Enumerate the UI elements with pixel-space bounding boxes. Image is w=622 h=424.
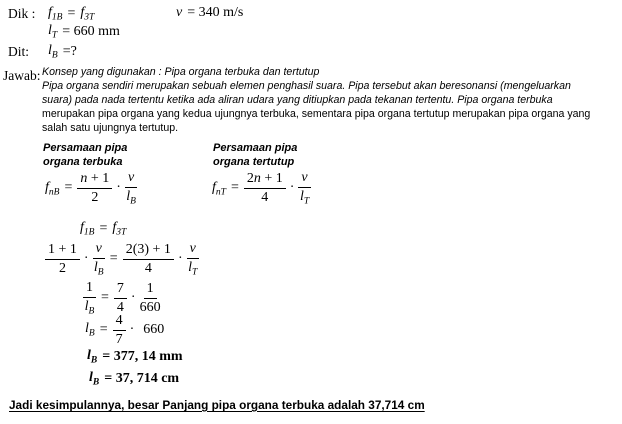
- variable-lT: [48, 23, 57, 41]
- equals-sign: =: [67, 5, 76, 21]
- fraction: [298, 170, 310, 207]
- variable-f3T: [80, 5, 94, 23]
- open-pipe-formula: [45, 170, 137, 207]
- fraction-denominator: 660: [139, 299, 161, 315]
- subscript: B: [88, 328, 95, 339]
- variable: l: [48, 23, 52, 38]
- multiplication-dot: ·: [130, 290, 136, 306]
- fraction: [187, 241, 199, 278]
- value-text: = 660 mm: [62, 23, 120, 39]
- fraction: [45, 242, 80, 276]
- multiplication-dot: ·: [83, 251, 89, 267]
- multiplication-dot: ·: [116, 180, 121, 196]
- variable: l: [84, 298, 89, 314]
- fraction: [244, 171, 286, 205]
- variable: v: [176, 5, 183, 20]
- subscript: 1B: [51, 12, 63, 23]
- subscript: 3T: [116, 227, 127, 238]
- question-mark: =?: [62, 43, 77, 59]
- fraction-numerator: [244, 171, 286, 189]
- variable: l: [188, 259, 193, 275]
- result-value: = 37, 714 cm: [104, 370, 180, 386]
- dik-label: Dik :: [8, 6, 36, 21]
- result-value: = 377, 14 mm: [102, 348, 183, 364]
- fraction-denominator: 4: [261, 189, 269, 205]
- numerator-pre: 2: [246, 171, 254, 187]
- fraction-denominator: 4: [116, 299, 124, 315]
- variable-lB: [48, 43, 58, 61]
- variable-v: [176, 5, 182, 21]
- variable-lB: [87, 348, 97, 366]
- fraction-numerator: 1: [83, 280, 96, 298]
- variable: v: [95, 241, 102, 256]
- subscript: T: [51, 30, 58, 41]
- subscript: T: [303, 196, 310, 207]
- subscript: 3T: [84, 12, 95, 23]
- fraction: [113, 313, 126, 347]
- variable-lB: [89, 370, 99, 388]
- variable-fnB: [45, 180, 59, 198]
- subscript: 1B: [83, 227, 95, 238]
- fraction: [77, 171, 112, 205]
- numerator-rest: + 1: [260, 171, 283, 187]
- explanation-line-1: Pipa organa sendiri merupakan sebuah elemen penghasil suara. Pipa tersebut akan beresonansi (mengeluarkan: [42, 79, 571, 92]
- fraction-denominator: [300, 188, 309, 207]
- fraction-numerator: 7: [114, 281, 127, 299]
- open-pipe-title-line1: Persamaan pipa: [43, 142, 128, 154]
- variable-lB: [85, 321, 95, 339]
- subscript: B: [97, 267, 104, 278]
- step-inverse: [83, 280, 161, 317]
- variable-fnT: [212, 180, 226, 198]
- equals-sign: =: [99, 322, 108, 338]
- subscript: B: [130, 196, 136, 207]
- equals-sign: =: [230, 180, 239, 196]
- step-equality: [80, 220, 126, 238]
- dik-frequency-equation: [48, 5, 94, 23]
- fraction: [114, 281, 127, 315]
- fraction-numerator: 1 + 1: [45, 242, 80, 260]
- fraction-numerator: [298, 170, 310, 188]
- jawab-text: [42, 66, 590, 136]
- equals-sign: =: [99, 220, 108, 236]
- fraction-denominator: 4: [144, 260, 152, 276]
- variable: f: [80, 220, 84, 235]
- explanation-line-2: suara) pada nada tertentu ketika ada aliran udara yang ditiupkan pada tekanan tertentu. Pipa organa terbuka: [42, 93, 553, 106]
- variable: f: [45, 179, 49, 195]
- variable: l: [126, 188, 131, 204]
- fraction-numerator: [93, 241, 105, 259]
- explanation-line-4: salah satu ujungnya tertutup.: [42, 121, 179, 134]
- subscript: T: [192, 267, 198, 278]
- result-mm: [87, 348, 183, 366]
- step-solve: [85, 313, 164, 347]
- subscript: B: [51, 50, 58, 61]
- variable: v: [127, 170, 135, 185]
- variable: f: [212, 179, 216, 195]
- multiplication-dot: ·: [289, 180, 295, 196]
- fraction-numerator: [125, 170, 137, 188]
- open-pipe-title-line2: organa terbuka: [43, 156, 123, 168]
- closed-pipe-title-line1: Persamaan pipa: [213, 142, 298, 154]
- variable-f1B: [48, 5, 62, 23]
- variable: l: [93, 259, 98, 275]
- equals-sign: =: [101, 290, 109, 306]
- fraction: [83, 280, 96, 317]
- step-substitution: [45, 241, 199, 278]
- fraction-numerator: 2(3) + 1: [123, 242, 174, 260]
- fraction-denominator: 7: [115, 331, 123, 347]
- dik-speed-value: [176, 5, 243, 21]
- concept-line: Konsep yang digunakan : Pipa organa terbuka dan tertutup: [42, 66, 320, 78]
- fraction-numerator: [77, 171, 112, 189]
- closed-pipe-title-line2: organa tertutup: [213, 156, 295, 168]
- multiplication-dot: ·: [129, 322, 135, 338]
- open-pipe-title: [43, 141, 127, 169]
- fraction: [140, 281, 161, 315]
- subscript: nT: [215, 187, 226, 198]
- variable: f: [80, 5, 85, 20]
- fraction-denominator: 2: [91, 189, 99, 205]
- variable: v: [301, 170, 308, 185]
- variable: f: [112, 220, 117, 235]
- fraction-denominator: 2: [58, 260, 66, 276]
- value-text: = 340 m/s: [187, 5, 244, 20]
- fraction-denominator: [94, 259, 104, 278]
- fraction-denominator: [126, 188, 136, 207]
- subscript: B: [88, 306, 95, 317]
- variable: l: [87, 348, 91, 363]
- fraction-numerator: [187, 241, 199, 259]
- dit-question: [48, 43, 77, 61]
- fraction-numerator: 1: [144, 281, 157, 299]
- fraction: [93, 241, 105, 278]
- explanation-line-3: merupakan pipa organa yang kedua ujungnya terbuka, sementara pipa organa tertutup merupakan pipa organa yang: [42, 107, 591, 120]
- variable: l: [85, 321, 89, 337]
- dik-tube-length: [48, 23, 120, 41]
- result-cm: [89, 370, 179, 388]
- subscript: B: [92, 377, 100, 388]
- variable-f3T: [112, 220, 126, 238]
- fraction-numerator: 4: [113, 313, 126, 331]
- fraction: [123, 242, 174, 276]
- variable: v: [189, 241, 196, 256]
- variable: n: [253, 171, 261, 187]
- closed-pipe-formula: [212, 170, 311, 207]
- jawab-label: Jawab:: [3, 68, 41, 83]
- value-text: 660: [143, 322, 165, 338]
- variable: f: [48, 5, 52, 20]
- fraction: [125, 170, 137, 207]
- subscript: nB: [48, 187, 60, 198]
- subscript: B: [90, 355, 98, 366]
- variable: l: [48, 43, 52, 58]
- conclusion-line: Jadi kesimpulannya, besar Panjang pipa organa terbuka adalah 37,714 cm: [9, 398, 425, 412]
- variable: l: [299, 188, 304, 204]
- equals-sign: =: [64, 180, 73, 196]
- variable: l: [89, 370, 93, 385]
- closed-pipe-title: [213, 141, 297, 169]
- fraction-denominator: [188, 259, 197, 278]
- variable-f1B: [80, 220, 94, 238]
- numerator-rest: + 1: [87, 171, 110, 187]
- multiplication-dot: ·: [177, 251, 183, 267]
- variable: n: [80, 171, 88, 187]
- equals-sign: =: [109, 251, 118, 267]
- dit-label: Dit:: [8, 44, 30, 59]
